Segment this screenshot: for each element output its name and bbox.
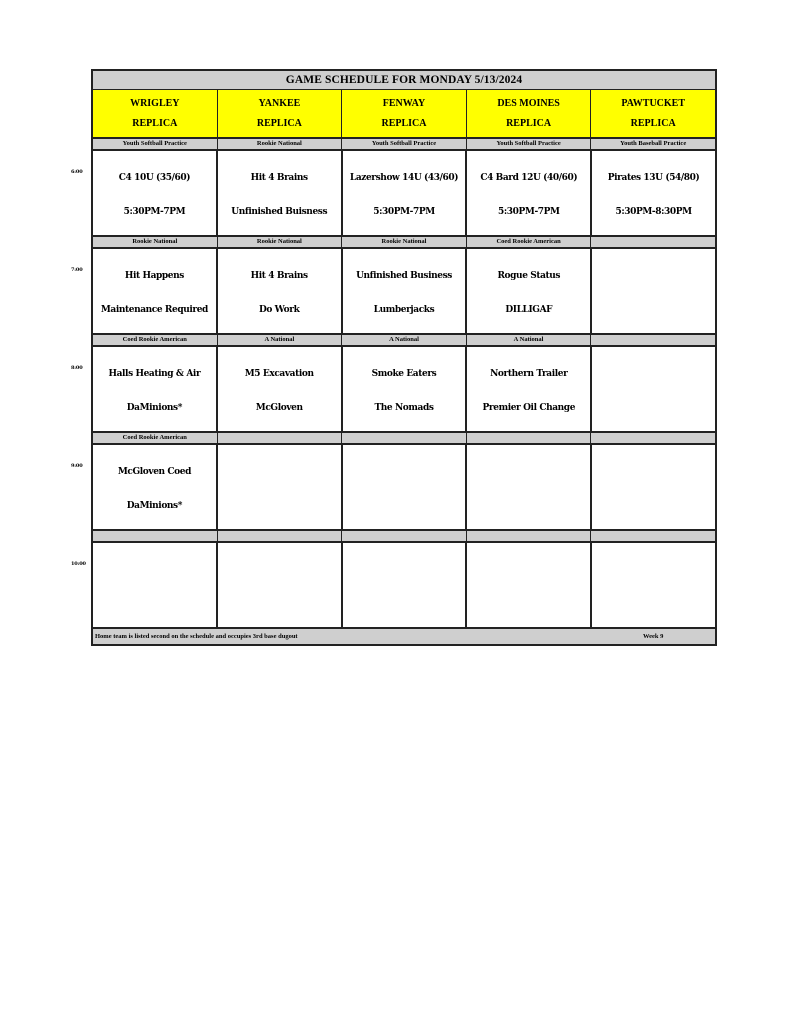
team-2: Unfinished Buisness <box>231 207 328 217</box>
division-row <box>93 237 715 249</box>
game-cell <box>467 543 592 627</box>
team-1: Hit Happens <box>124 271 184 281</box>
field-name: YANKEE <box>258 98 301 110</box>
team-2: Maintenance Required <box>100 305 208 315</box>
schedule-sheet <box>91 69 717 646</box>
game-cell <box>592 445 715 529</box>
team-2: DaMinions* <box>126 501 183 511</box>
team-2: The Nomads <box>374 403 434 413</box>
team-1: Pirates 13U (54/80) <box>607 173 700 183</box>
team-2: DaMinions* <box>126 403 183 413</box>
team-1: Smoke Eaters <box>371 369 437 379</box>
division-label: Youth Baseball Practice <box>620 140 687 147</box>
game-cell <box>592 347 715 431</box>
division-row <box>93 139 715 151</box>
time-label: 10:00 <box>71 561 86 567</box>
division-label <box>342 531 467 541</box>
game-cell <box>93 543 218 627</box>
field-subtitle: REPLICA <box>256 117 302 129</box>
game-cell <box>218 445 343 529</box>
field-header-pawtucket <box>591 90 715 137</box>
game-cell <box>343 445 468 529</box>
team-2: 5:30PM-7PM <box>498 207 560 217</box>
division-label <box>467 433 592 443</box>
game-row <box>93 347 715 433</box>
team-2: McGloven <box>255 403 303 413</box>
division-row <box>93 335 715 347</box>
division-label: Rookie National <box>93 237 218 247</box>
time-label: 8:00 <box>71 365 83 371</box>
time-label: 6:00 <box>71 169 83 175</box>
team-1: Lazershow 14U (43/60) <box>349 173 459 183</box>
game-cell <box>592 543 715 627</box>
division-label: A National <box>218 335 343 345</box>
division-label: Rookie National <box>218 139 343 149</box>
game-cell <box>592 249 715 333</box>
division-label <box>342 433 467 443</box>
field-name: FENWAY <box>382 98 426 110</box>
division-label: A National <box>467 335 592 345</box>
game-cell <box>592 151 715 235</box>
game-row <box>93 151 715 237</box>
game-cell <box>93 445 218 529</box>
field-header-des-moines <box>467 90 592 137</box>
division-label <box>218 531 343 541</box>
game-cell <box>218 151 343 235</box>
division-row <box>93 531 715 543</box>
game-cell <box>467 249 592 333</box>
division-label <box>93 531 218 541</box>
week-label: Week 9 <box>643 633 664 640</box>
home-team-note: Home team is listed second on the schedule and occupies 3rd base dugout <box>95 633 298 640</box>
field-header-yankee <box>218 90 343 137</box>
field-subtitle: REPLICA <box>630 117 676 129</box>
game-cell <box>343 249 468 333</box>
team-1: Hit 4 Brains <box>250 173 308 183</box>
team-1: Unfinished Business <box>356 271 452 281</box>
field-header-row <box>93 90 715 139</box>
division-label: Coed Rookie American <box>93 433 218 443</box>
team-1: C4 10U (35/60) <box>118 173 191 183</box>
team-2: 5:30PM-7PM <box>373 207 435 217</box>
division-label <box>591 531 715 541</box>
team-1: Northern Trailer <box>490 369 568 379</box>
field-name: WRIGLEY <box>130 98 180 110</box>
team-1: Hit 4 Brains <box>250 271 308 281</box>
game-cell <box>343 543 468 627</box>
game-cell <box>467 445 592 529</box>
field-name: DES MOINES <box>497 98 560 110</box>
team-2: Do Work <box>258 305 300 315</box>
game-cell <box>93 347 218 431</box>
team-2: Premier Oil Change <box>482 403 576 413</box>
division-label: Youth Softball Practice <box>93 139 218 149</box>
division-row <box>93 433 715 445</box>
division-label <box>591 335 715 345</box>
game-cell <box>467 347 592 431</box>
game-cell <box>218 249 343 333</box>
game-cell <box>93 249 218 333</box>
game-cell <box>218 347 343 431</box>
field-header-wrigley <box>93 90 218 137</box>
division-label: Youth Softball Practice <box>467 139 592 149</box>
game-row <box>93 445 715 531</box>
division-label <box>591 237 715 247</box>
field-subtitle: REPLICA <box>381 117 427 129</box>
game-cell <box>467 151 592 235</box>
schedule-footer <box>93 629 715 644</box>
time-label: 7:00 <box>71 267 83 273</box>
game-cell <box>93 151 218 235</box>
game-cell <box>343 347 468 431</box>
team-2: DILLIGAF <box>505 305 553 315</box>
game-cell <box>218 543 343 627</box>
team-2: 5:30PM-7PM <box>123 207 186 217</box>
schedule-title: GAME SCHEDULE FOR MONDAY 5/13/2024 <box>93 71 715 90</box>
team-1: C4 Bard 12U (40/60) <box>480 173 578 183</box>
game-cell <box>343 151 468 235</box>
time-label: 9:00 <box>71 463 83 469</box>
team-1: McGloven Coed <box>117 467 191 477</box>
division-label: Rookie National <box>218 237 343 247</box>
division-label <box>218 433 343 443</box>
team-1: Rogue Status <box>497 271 561 281</box>
team-2: 5:30PM-8:30PM <box>615 207 692 217</box>
game-row <box>93 543 715 629</box>
division-label: A National <box>342 335 467 345</box>
division-label: Youth Softball Practice <box>342 139 467 149</box>
field-header-fenway <box>342 90 467 137</box>
division-label <box>591 433 715 443</box>
field-subtitle: REPLICA <box>132 117 178 129</box>
division-label <box>467 531 592 541</box>
game-row <box>93 249 715 335</box>
team-1: M5 Excavation <box>244 369 314 379</box>
field-subtitle: REPLICA <box>506 117 552 129</box>
division-label: Coed Rookie American <box>93 335 218 345</box>
field-name: PAWTUCKET <box>621 98 686 110</box>
division-label: Rookie National <box>342 237 467 247</box>
team-2: Lumberjacks <box>373 305 435 315</box>
division-label: Coed Rookie American <box>467 237 592 247</box>
team-1: Halls Heating & Air <box>108 369 201 379</box>
